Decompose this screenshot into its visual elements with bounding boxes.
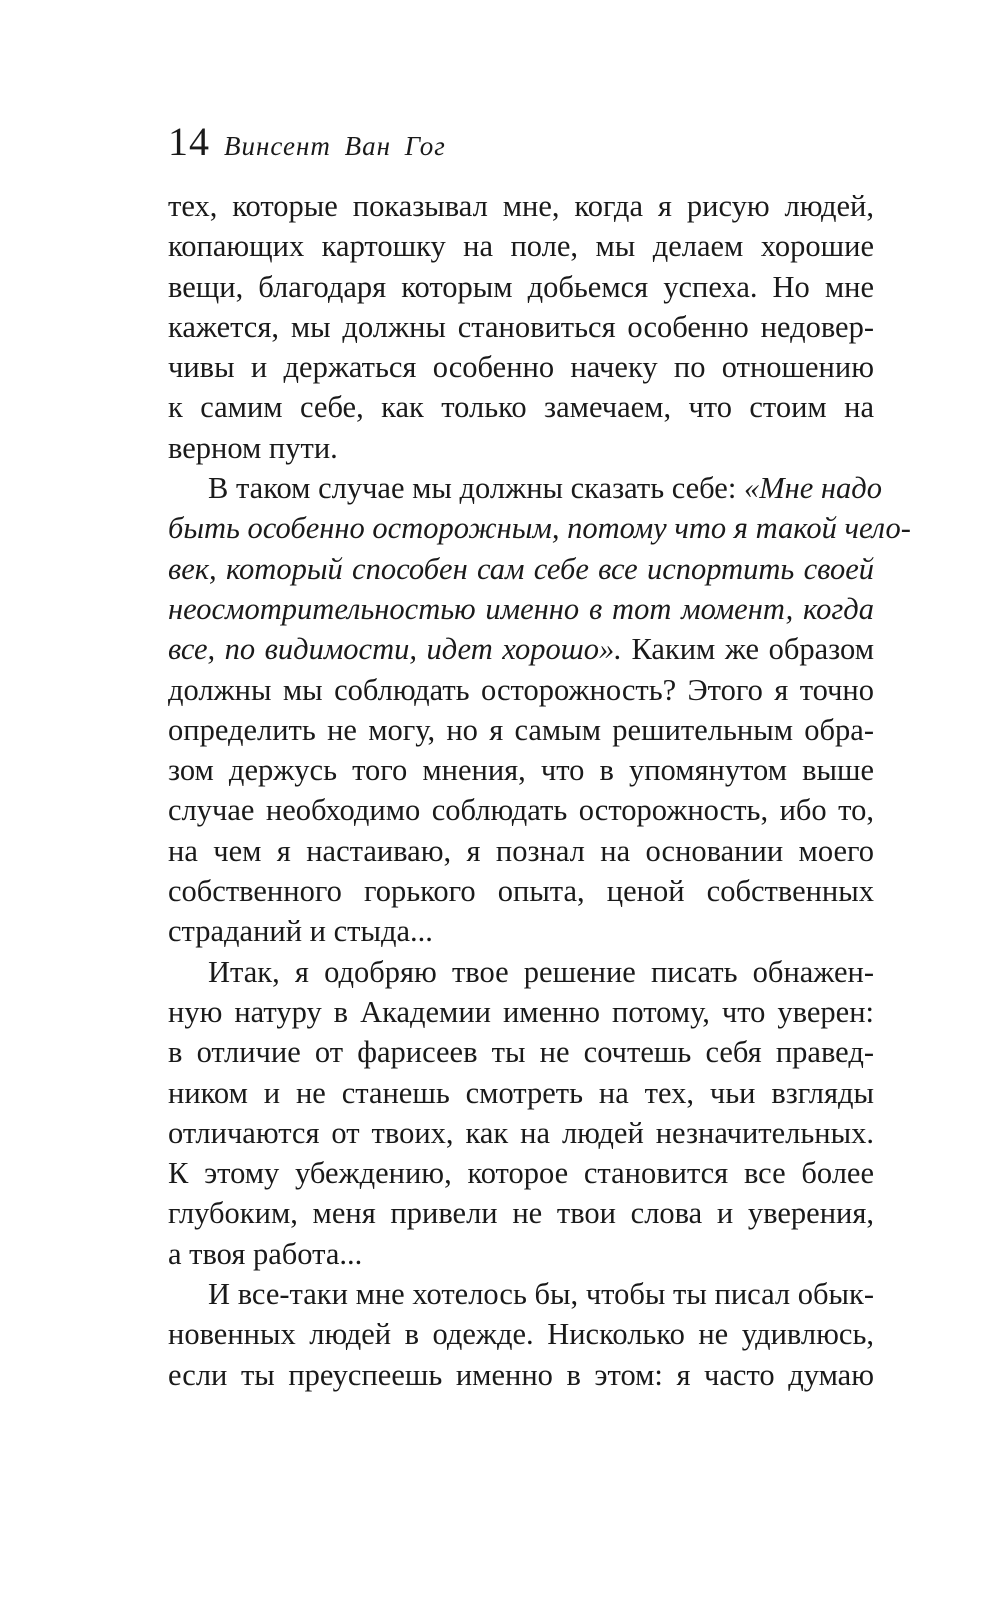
quote-fragment: «Мне надо: [743, 471, 882, 506]
body-text: [168, 186, 911, 1395]
quote-fragment: все, по видимости, идет хорошо».: [168, 632, 622, 667]
text-line: должны мы соблюдать осторожность? Этого я точно: [168, 672, 874, 707]
quote-line: быть особенно осторожным, потому что я такой чело-: [168, 511, 911, 546]
text-line: верном пути.: [168, 430, 338, 465]
text-line: [168, 468, 882, 508]
text-line: собственного горького опыта, ценой собственных: [168, 874, 874, 909]
text-line: страданий и стыда...: [168, 914, 433, 949]
running-head: [168, 118, 446, 178]
text-line: К этому убеждению, которое становится все более: [168, 1156, 874, 1191]
running-title: Винсент Ван Гог: [224, 131, 446, 161]
text-line: новенных людей в одежде. Нисколько не удивлюсь,: [168, 1317, 874, 1352]
text-line: случае необходимо соблюдать осторожность, ибо то,: [168, 793, 874, 828]
text-line: в отличие от фарисеев ты не сочтешь себя правед-: [168, 1035, 874, 1070]
text-line: чивы и держаться особенно начеку по отношению: [168, 350, 874, 385]
quote-line: неосмотрительностью именно в тот момент, когда: [168, 591, 874, 626]
text-fragment: В таком случае мы должны сказать себе:: [208, 471, 744, 506]
text-line: глубоким, меня привели не твои слова и уверения,: [168, 1196, 874, 1231]
quote-line: век, который способен сам себе все испортить своей: [168, 551, 874, 586]
text-line: определить не могу, но я самым решительным обра-: [168, 712, 874, 747]
text-line: [168, 629, 874, 669]
text-line: отличаются от твоих, как на людей незначительных.: [168, 1115, 874, 1150]
text-line: тех, которые показывал мне, когда я рисую людей,: [168, 189, 874, 223]
text-line: ную натуру в Академии именно потому, что уверен:: [168, 994, 874, 1029]
text-fragment: Каким же образом: [621, 632, 874, 667]
text-line: если ты преуспеешь именно в этом: я часто думаю: [168, 1357, 874, 1392]
page-number: 14: [168, 119, 210, 164]
text-line: вещи, благодаря которым добьемся успеха. Но мне: [168, 269, 874, 304]
text-line: Итак, я одобряю твое решение писать обнажен-: [208, 954, 874, 989]
text-line: на чем я настаиваю, я познал на основании моего: [168, 833, 874, 868]
text-line: зом держусь того мнения, что в упомянутом выше: [168, 753, 874, 788]
text-line: И все-таки мне хотелось бы, чтобы ты писал обык-: [208, 1277, 874, 1312]
text-line: копающих картошку на поле, мы делаем хорошие: [168, 229, 874, 264]
text-line: ником и не станешь смотреть на тех, чьи взгляды: [168, 1075, 874, 1110]
text-line: а твоя работа...: [168, 1236, 363, 1271]
text-line: к самим себе, как только замечаем, что стоим на: [168, 390, 874, 425]
text-line: кажется, мы должны становиться особенно недовер-: [168, 309, 874, 344]
